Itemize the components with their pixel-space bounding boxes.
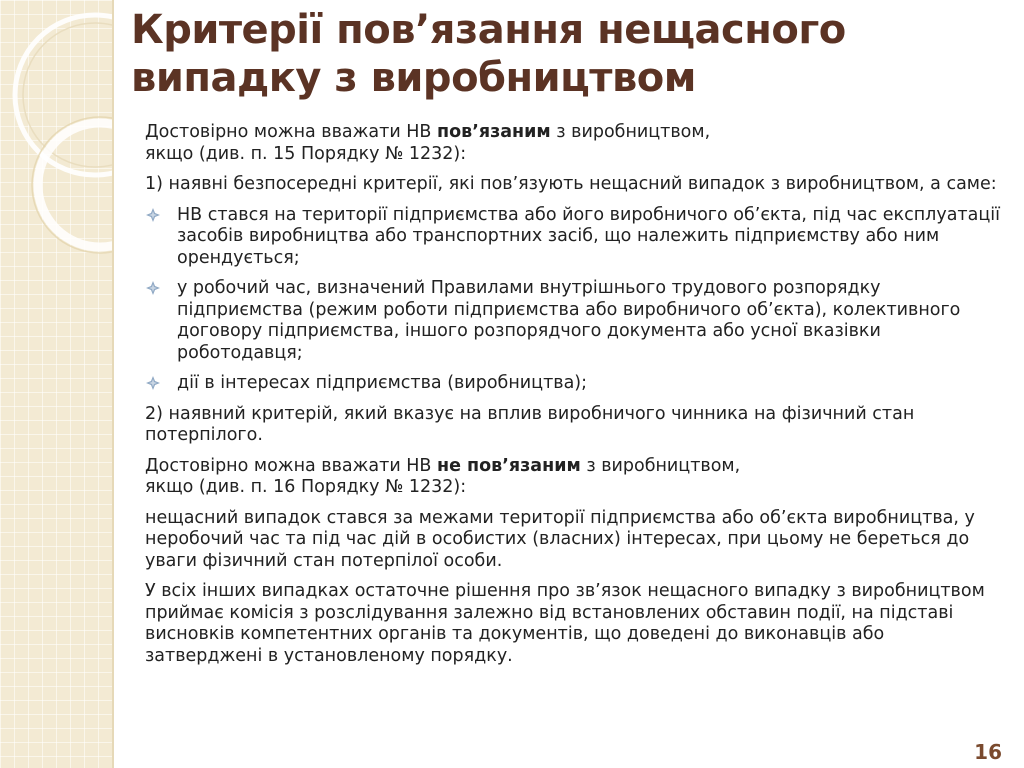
paragraph-unrelated-description: нещасний випадок стався за межами території підприємства або об’єкта виробництва, у неробочий час та під час дій в особистих (власних) інтересах, при цьому не береться до уваги фізичний стан потерпілої особи. — [145, 507, 975, 571]
paragraph-final-decision: У всіх інших випадках остаточне рішення про зв’язок нещасного випадку з виробництвом приймає комісія з розслідування залежно від встановлених обставин події, на підставі висновків компетентних органів та документів, що доведені до виконавців або затверджені в установленому порядку. — [145, 581, 985, 666]
sidebar-divider — [112, 0, 114, 768]
emphasis-not-related: не пов’язаним — [437, 455, 581, 476]
criteria-list — [145, 205, 1007, 395]
slide-body — [145, 122, 1007, 676]
page-number: 16 — [974, 740, 1002, 764]
paragraph-unrelated-criteria-intro: Достовірно можна вважати НВ не пов’язаним з виробництвом, якщо (див. п. 16 Порядку № 1232): — [145, 455, 741, 497]
diamond-bullet-icon — [146, 281, 160, 295]
paragraph-production-factor: 2) наявний критерій, який вказує на вплив виробничого чинника на фізичний стан потерпілого. — [145, 403, 915, 445]
list-item: у робочий час, визначений Правилами внутрішнього трудового розпорядку підприємства (режим роботи підприємства або виробничого об’єкта), колективного договору підприємства, іншого розпорядчого документа або усної вказівки роботодавця; — [145, 278, 1007, 364]
diamond-bullet-icon — [146, 376, 160, 390]
decorative-sidebar — [0, 0, 112, 768]
paragraph-related-criteria-intro: Достовірно можна вважати НВ пов’язаним з виробництвом, якщо (див. п. 15 Порядку № 1232): — [145, 122, 711, 164]
decorative-rings — [0, 0, 112, 768]
emphasis-related: пов’язаним — [437, 122, 551, 142]
slide-title: Критерії пов’язання нещасного випадку з виробництвом — [131, 7, 846, 101]
paragraph-direct-criteria: 1) наявні безпосередні критерії, які пов’язують нещасний випадок з виробництвом, а саме: — [145, 174, 997, 194]
list-item: дії в інтересах підприємства (виробництва); — [145, 373, 1007, 395]
diamond-bullet-icon — [146, 208, 160, 222]
list-item: НВ стався на території підприємства або його виробничого об’єкта, під час експлуатації засобів виробництва або транспортних засіб, що належить підприємству або ним орендується; — [145, 205, 1007, 270]
